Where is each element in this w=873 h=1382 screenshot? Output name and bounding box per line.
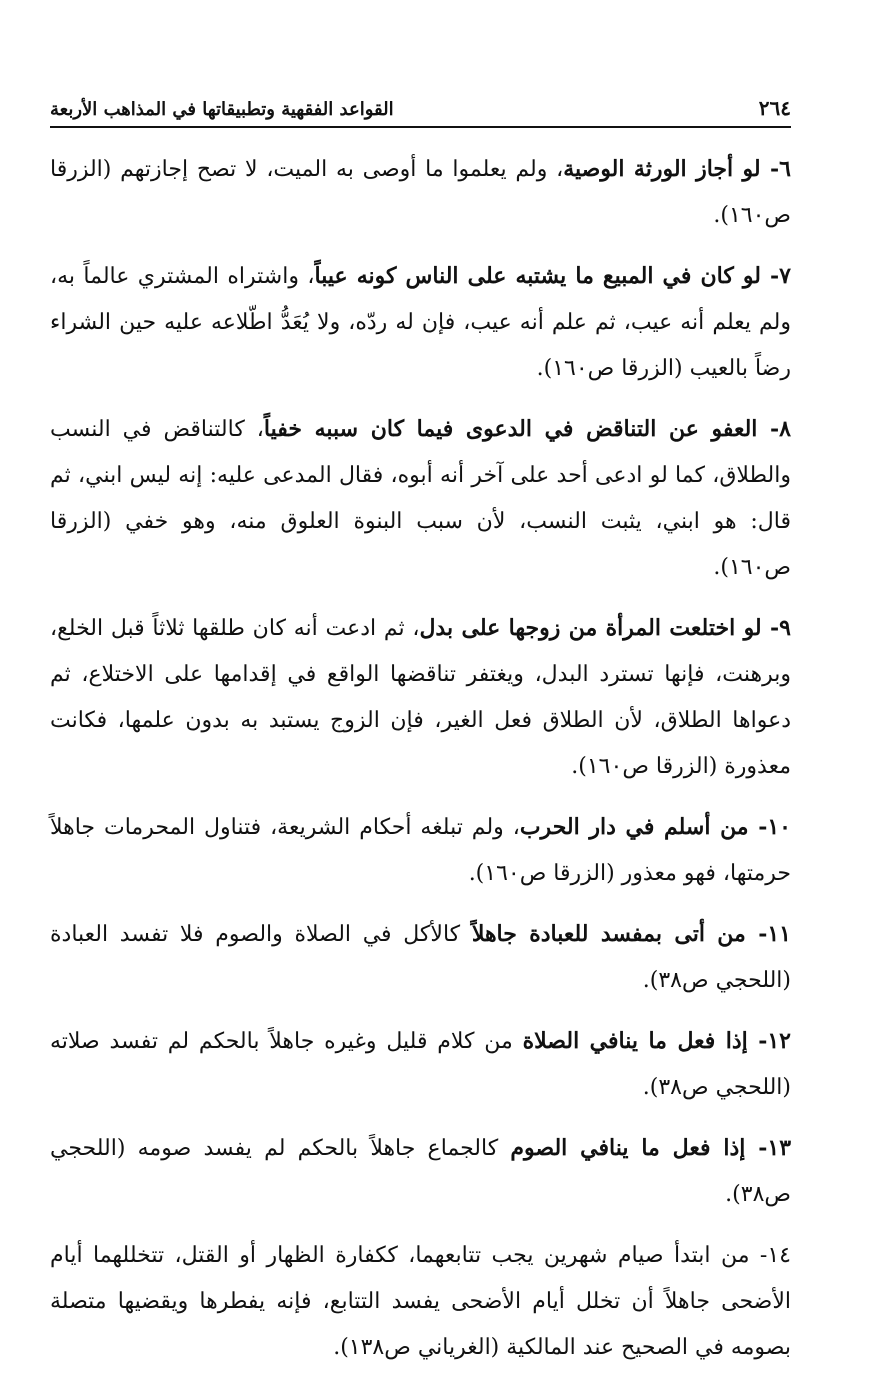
running-title: القواعد الفقهية وتطبيقاتها في المذاهب الأربعة <box>50 99 394 120</box>
list-item <box>50 804 791 897</box>
item-lead: ١٠- من أسلم في دار الحرب <box>519 814 791 840</box>
item-text: ١٤- من ابتدأ صيام شهرين يجب تتابعهما، ككفارة الظهار أو القتل، تتخللهما أيام الأضحى جاهلاً أن تخلل أيام الأضحى يفسد التتابع، فإنه يفطرها ويقضيها متصلة بصومه في الصحيح عند المالكية (الغرياني ص١٣٨). <box>50 1243 791 1360</box>
item-text: كالأكل في الصلاة والصوم فلا تفسد العبادة (اللحجي ص٣٨). <box>50 922 791 993</box>
item-lead: ١٣- إذا فعل ما ينافي الصوم <box>510 1135 792 1161</box>
item-text: ، كالتناقض في النسب والطلاق، كما لو ادعى أحد على آخر أنه أبوه، فقال المدعى عليه: إنه ليس ابني، ثم قال: هو ابني، يثبت النسب، لأن سبب البنوة العلوق منه، وهو خفي (الزرقا ص١٦٠). <box>50 417 791 580</box>
list-item <box>50 406 791 591</box>
item-lead: ٩- لو اختلعت المرأة من زوجها على بدل <box>419 615 791 641</box>
item-lead: ٧- لو كان في المبيع ما يشتبه على الناس كونه عيباً <box>314 263 791 289</box>
item-text: ، واشتراه المشتري عالماً به، ولم يعلم أنه عيب، ثم علم أنه عيب، فإن له ردّه، ولا يُعَدُّ اطّلاعه عليه حين الشراء رضاً بالعيب (الزرقا ص١٦٠). <box>50 264 791 381</box>
list-item <box>50 1232 791 1371</box>
item-lead: ٦- لو أجاز الورثة الوصية <box>563 156 791 182</box>
item-text: ، ولم تبلغه أحكام الشريعة، فتناول المحرمات جاهلاً حرمتها، فهو معذور (الزرقا ص١٦٠). <box>50 815 791 886</box>
list-item <box>50 911 791 1004</box>
list-item <box>50 1018 791 1111</box>
list-item <box>50 253 791 392</box>
item-lead: ٨- العفو عن التناقض في الدعوى فيما كان سببه خفياً <box>263 416 791 442</box>
item-text: من كلام قليل وغيره جاهلاً بالحكم لم تفسد صلاته (اللحجي ص٣٨). <box>50 1029 791 1100</box>
page-body <box>50 146 791 1371</box>
page-number: ٢٦٤ <box>758 96 791 120</box>
item-text: ، ثم ادعت أنه كان طلقها ثلاثاً قبل الخلع، وبرهنت، فإنها تسترد البدل، ويغتفر تناقضها الواقع في إقدامها على الاختلاع، ثم دعواها الطلاق، لأن الطلاق فعل الغير، فإن الزوج يستبد به بدون علمها، فكانت معذورة (الزرقا ص١٦٠). <box>50 616 791 779</box>
item-lead: ١٢- إذا فعل ما ينافي الصلاة <box>522 1028 791 1054</box>
item-lead: ١١- من أتى بمفسد للعبادة جاهلاً <box>471 921 791 947</box>
list-item <box>50 605 791 790</box>
page-header <box>50 96 791 128</box>
list-item <box>50 1125 791 1218</box>
item-text: كالجماع جاهلاً بالحكم لم يفسد صومه (اللحجي ص٣٨). <box>50 1136 791 1207</box>
item-text: ، ولم يعلموا ما أوصى به الميت، لا تصح إجازتهم (الزرقا ص١٦٠). <box>50 157 791 228</box>
list-item <box>50 146 791 239</box>
